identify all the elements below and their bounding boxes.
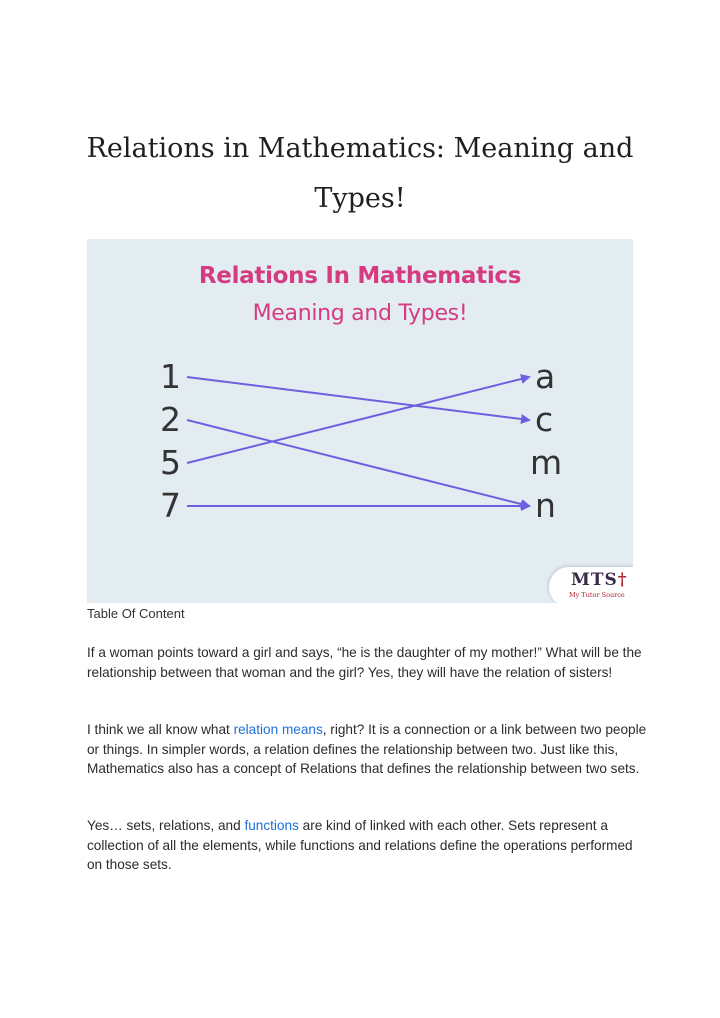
domain-element-1: 1 [160,357,181,396]
relation-means-link[interactable]: relation means [233,722,323,737]
title-line-1: Relations in Mathematics: Meaning and [86,133,634,164]
arrow-1-to-c [187,377,529,420]
domain-element-7: 7 [160,486,181,525]
functions-link[interactable]: functions [244,818,299,833]
logo-mark: MTS† [571,570,628,590]
codomain-element-c: c [535,400,554,439]
domain-element-5: 5 [160,443,181,482]
codomain-element-a: a [535,357,556,396]
mts-logo [549,567,633,603]
logo-text: My Tutor Source [569,591,625,599]
table-of-content-label[interactable]: Table Of Content [87,606,185,621]
figure-title: Relations In Mathematics [198,263,522,289]
paragraph-sets-functions: Yes… sets, relations, and functions are kind of linked with each other. Sets represent a collection of all the elements, while functions and relations define the operations performed on those sets. [87,818,633,872]
page-title [60,124,660,224]
domain-element-2: 2 [160,400,181,439]
mapping-arrows [187,377,529,506]
paragraph-intro: If a woman points toward a girl and says, “he is the daughter of my mother!” What will be the relationship between that woman and the girl? Yes, they will have the relation of sisters! [87,645,642,680]
arrow-2-to-n [187,420,529,506]
arrow-5-to-a [187,377,529,463]
codomain-element-n: n [535,486,556,525]
relations-illustration [87,239,633,603]
paragraph-relation-meaning: I think we all know what relation means, right? It is a connection or a link between two people or things. In simpler words, a relation defines the relationship between two. Just like this, Mathematics also has a concept of Relations that defines the relationship between two sets. [87,722,647,776]
title-line-2: Types! [314,183,406,214]
figure-subtitle: Meaning and Types! [252,301,468,326]
codomain-element-m: m [530,443,563,482]
mapping-diagram [87,239,633,603]
